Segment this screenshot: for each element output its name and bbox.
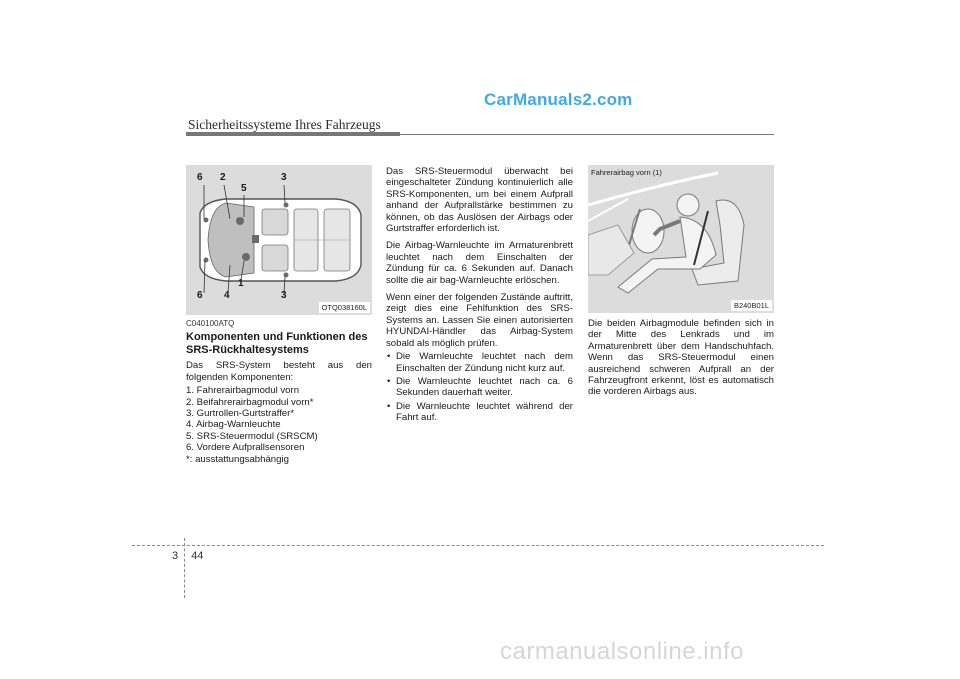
paragraph: Das SRS-Steuermodul überwacht bei eingeschalteter Zündung kontinuierlich alle SRS-Komponenten, um bei einem Aufprall anhand der Aufprallstärke bestimmen zu können, ob das Auslösen der Airbags oder Gurtstraffer erforderlich ist. [386,166,573,235]
list-item: 3. Gurtrollen-Gurtstraffer* [186,408,295,420]
callout-1: 1 [238,278,244,289]
vehicle-illustration [186,165,372,315]
list-item: 5. SRS-Steuermodul (SRSCM) [186,430,318,442]
callout-3-bottom: 3 [281,290,287,301]
section-title: Sicherheitssysteme Ihres Fahrzeugs [188,117,381,132]
warning-list [386,351,573,423]
intro-paragraph: Das SRS-System besteht aus den folgenden Komponenten: [186,360,372,383]
driver-airbag-figure [588,165,774,313]
callout-3-top: 3 [281,172,287,183]
footnote: *: ausstattungsabhängig [186,453,289,465]
column-3 [588,318,774,404]
component-list [186,385,372,453]
watermark-bottom: carmanualsonline.info [500,638,744,665]
section-code: C040100ATQ [186,319,235,328]
paragraph: Die beiden Airbagmodule befinden sich in der Mitte des Lenkrads und im Armaturenbrett über dem Handschuhfach. Wenn das SRS-Steuermodul einen ausreichend schweren Aufprall an der Fahrzeugfront erkennt, löst es automatisch die vorderen Airbags aus. [588,318,774,398]
watermark-top: CarManuals2.com [484,90,633,109]
footer-rule [132,545,824,546]
figure-right-label: B240B01L [731,300,772,311]
header-rule-thin [400,134,774,135]
list-item: • Die Warnleuchte leuchtet nach ca. 6 Sekunden dauerhaft weiter. [386,376,573,399]
callout-6-bottom: 6 [197,290,203,301]
column-1 [186,318,372,465]
figure-left-label: OTQ038160L [319,302,370,313]
list-item: 6. Vordere Aufprallsensoren [186,442,305,454]
list-item: 4. Airbag-Warnleuchte [186,419,281,431]
page-index: 44 [191,550,204,562]
figure-right-caption: Fahrerairbag vorn (1) [591,168,662,177]
callout-4: 4 [224,290,230,301]
header-rule [186,132,400,136]
callout-6-top: 6 [197,172,203,183]
paragraph: Die Airbag-Warnleuchte im Armaturenbrett leuchtet nach dem Einschalten der Zündung für ca. 6 Sekunden auf. Danach sollte die air bag-Warnleuchte erlöschen. [386,240,573,286]
airbag-illustration [588,165,774,313]
footer-vertical-rule [184,538,185,598]
callout-5: 5 [241,183,247,194]
list-item: • Die Warnleuchte leuchtet nach dem Einschalten der Zündung nicht kurz auf. [386,351,573,374]
page-number [172,550,203,562]
paragraph: Wenn einer der folgenden Zustände auftritt, zeigt dies eine Fehlfunktion des SRS-Systems an. Lassen Sie einen autorisierten HYUNDAI-Händler das Airbag-System sobald als möglich prüfen. [386,292,573,349]
list-item: • Die Warnleuchte leuchtet während der Fahrt auf. [386,401,573,424]
list-item: 2. Beifahrerairbagmodul vorn* [186,396,314,408]
callout-2: 2 [220,172,226,183]
column-2 [386,166,573,426]
section-heading: Komponenten und Funktionen des SRS-Rückhaltesystems [186,331,368,356]
vehicle-topview-figure [186,165,372,315]
list-item: 1. Fahrerairbagmodul vorn [186,385,300,397]
chapter-number: 3 [172,550,179,562]
